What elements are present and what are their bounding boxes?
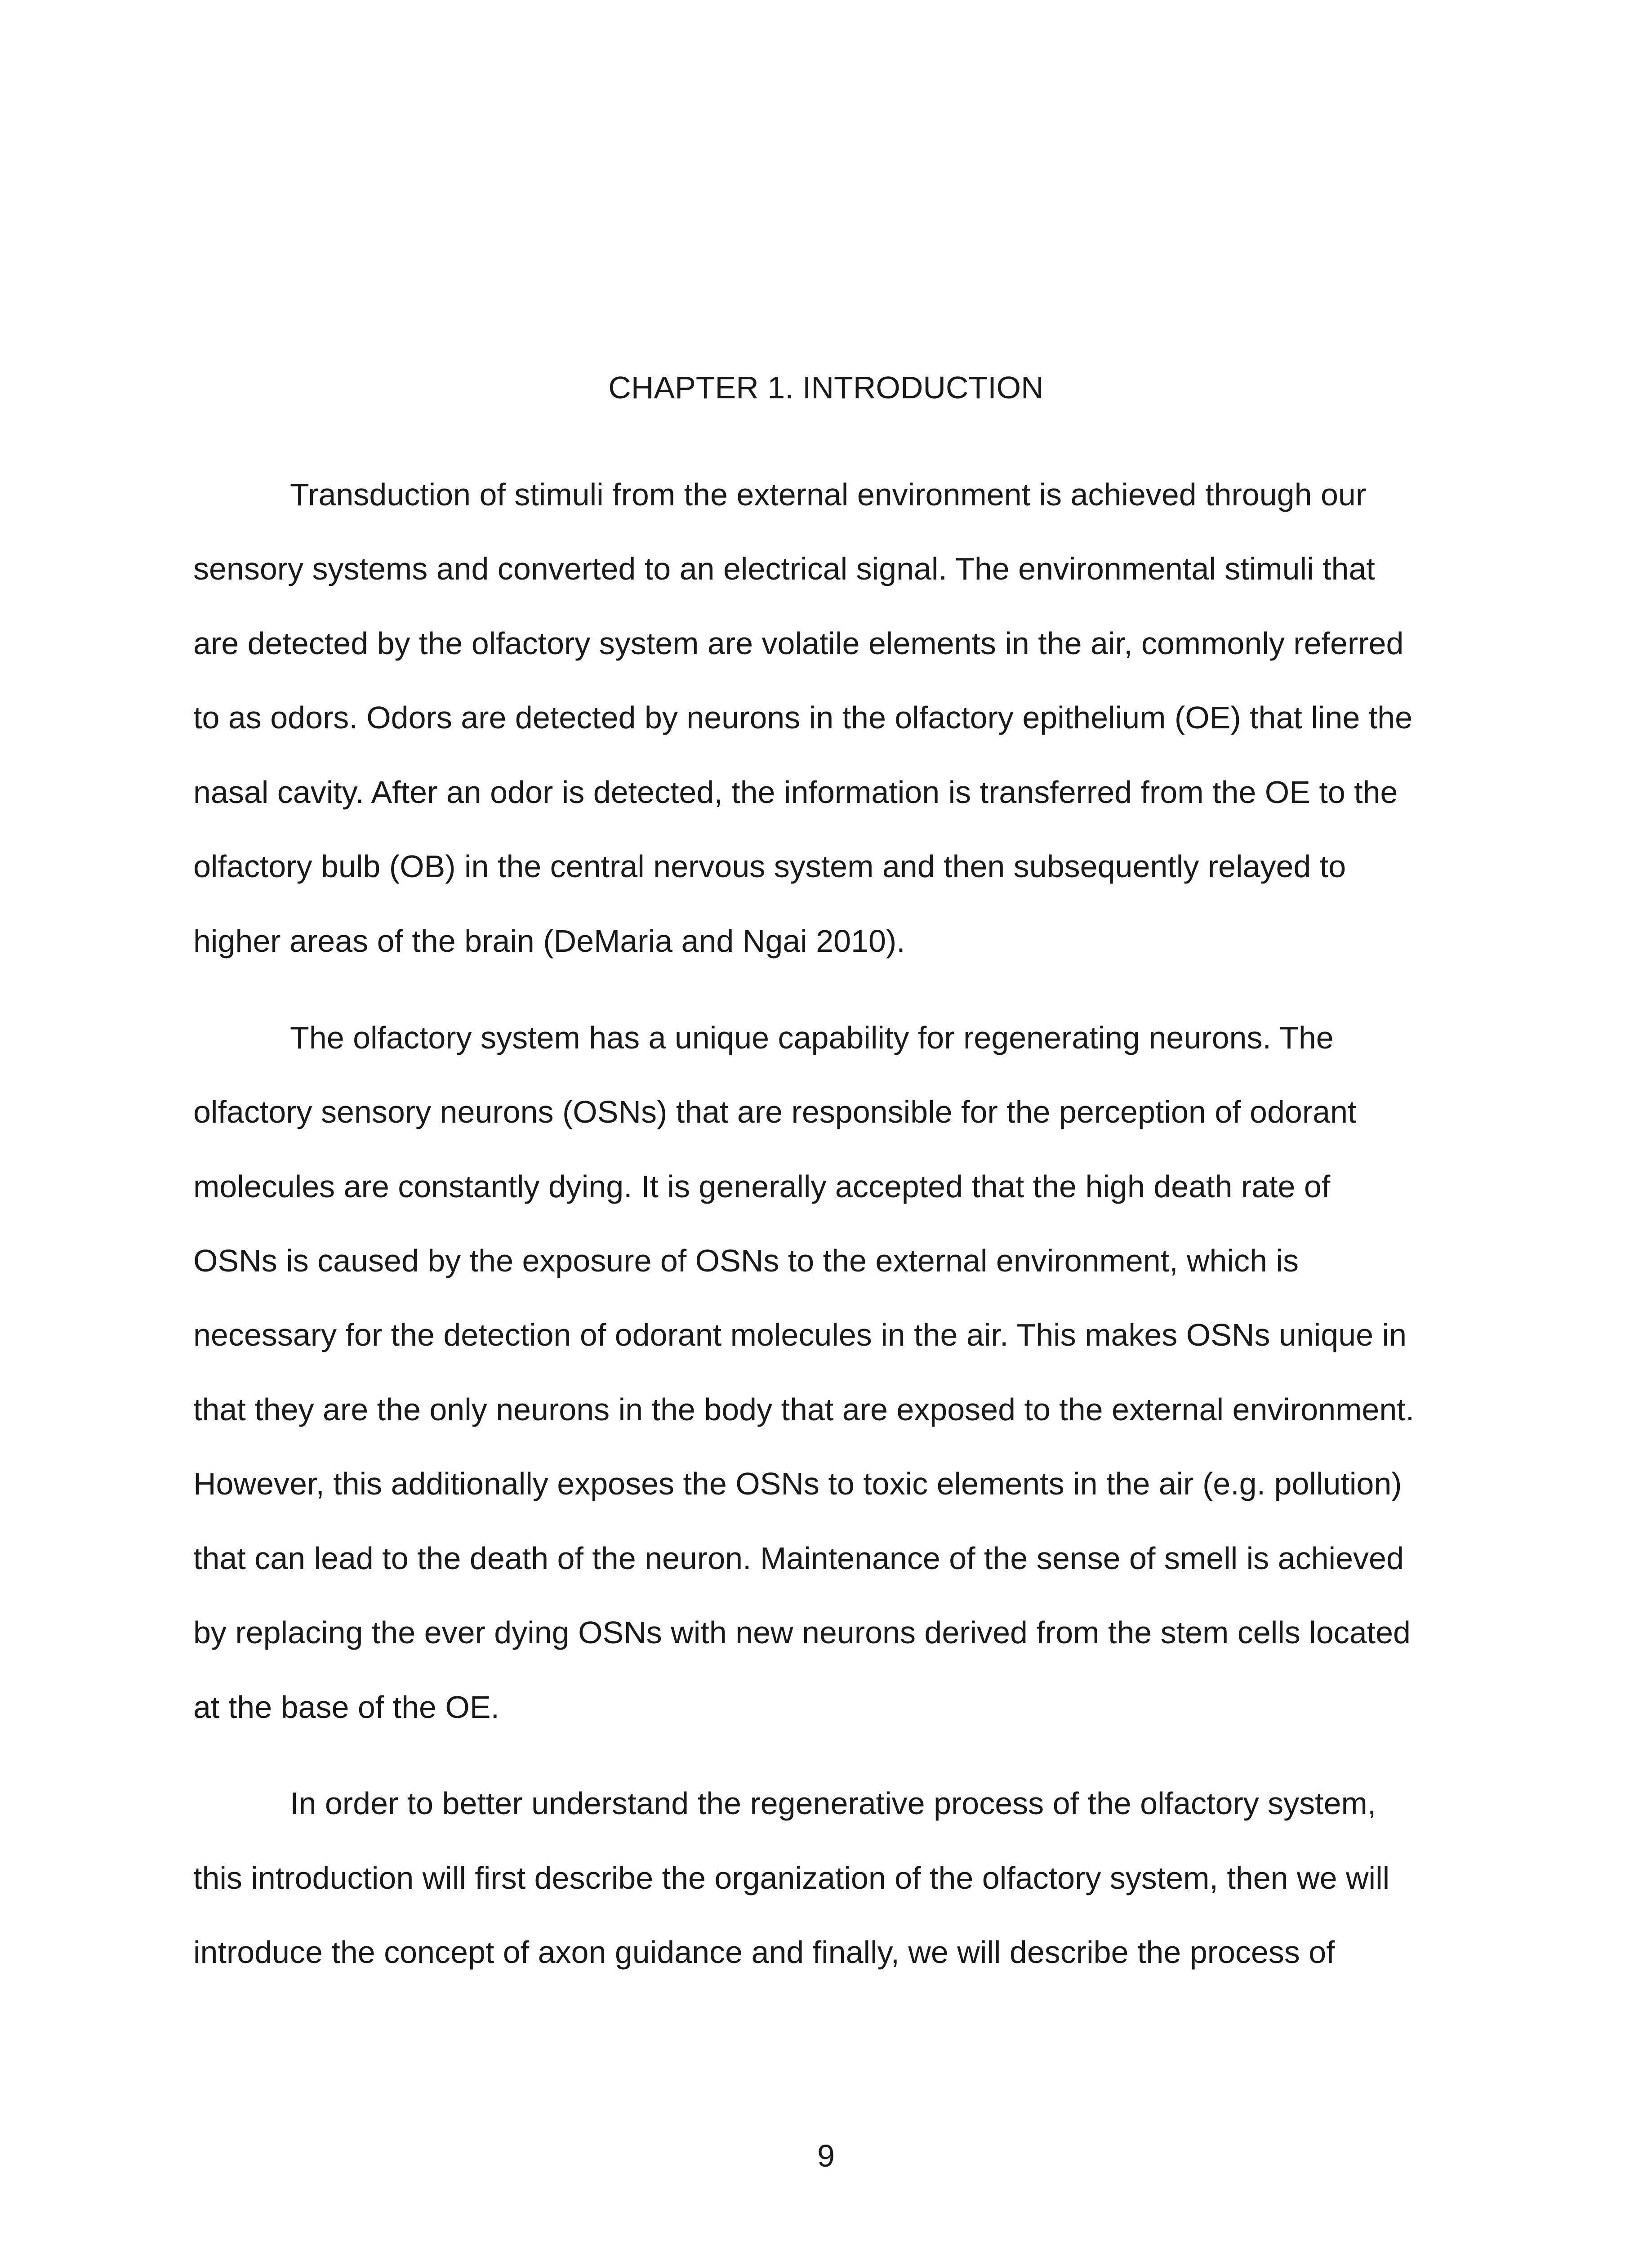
paragraph-line: olfactory bulb (OB) in the central nervous system and then subsequently relayed to [193,849,1346,884]
paragraph-line: by replacing the ever dying OSNs with new neurons derived from the stem cells located [193,1615,1411,1650]
page-number: 9 [817,2138,835,2173]
paragraph-line: introduce the concept of axon guidance and finally, we will describe the process of [193,1935,1335,1970]
paragraph-line: In order to better understand the regenerative process of the olfactory system, [290,1786,1376,1821]
paragraph-line: However, this additionally exposes the OSNs to toxic elements in the air (e.g. pollution) [193,1466,1402,1501]
chapter-heading: CHAPTER 1. INTRODUCTION [608,370,1044,405]
paragraph-line: are detected by the olfactory system are volatile elements in the air, commonly referred [193,626,1404,661]
paragraph-line: molecules are constantly dying. It is generally accepted that the high death rate of [193,1169,1331,1204]
paragraph-line: nasal cavity. After an odor is detected, the information is transferred from the OE to the [193,775,1398,810]
paragraph-line: higher areas of the brain (DeMaria and Ngai 2010). [193,923,905,959]
paragraph-line: this introduction will first describe the organization of the olfactory system, then we will [193,1860,1390,1896]
paragraph-line: at the base of the OE. [193,1690,499,1725]
paragraph-line: The olfactory system has a unique capability for regenerating neurons. The [290,1020,1334,1055]
paragraph-line: sensory systems and converted to an electrical signal. The environmental stimuli that [193,551,1375,586]
paragraph-line: olfactory sensory neurons (OSNs) that are responsible for the perception of odorant [193,1094,1357,1129]
paragraph-line: that they are the only neurons in the body that are exposed to the external environment. [193,1392,1415,1427]
paragraph-line: Transduction of stimuli from the external environment is achieved through our [290,477,1367,512]
paragraph-line: OSNs is caused by the exposure of OSNs to the external environment, which is [193,1243,1299,1278]
paragraph-line: necessary for the detection of odorant molecules in the air. This makes OSNs unique in [193,1317,1407,1352]
paragraph-line: to as odors. Odors are detected by neurons in the olfactory epithelium (OE) that line the [193,700,1413,735]
paragraph-line: that can lead to the death of the neuron. Maintenance of the sense of smell is achieved [193,1541,1404,1576]
